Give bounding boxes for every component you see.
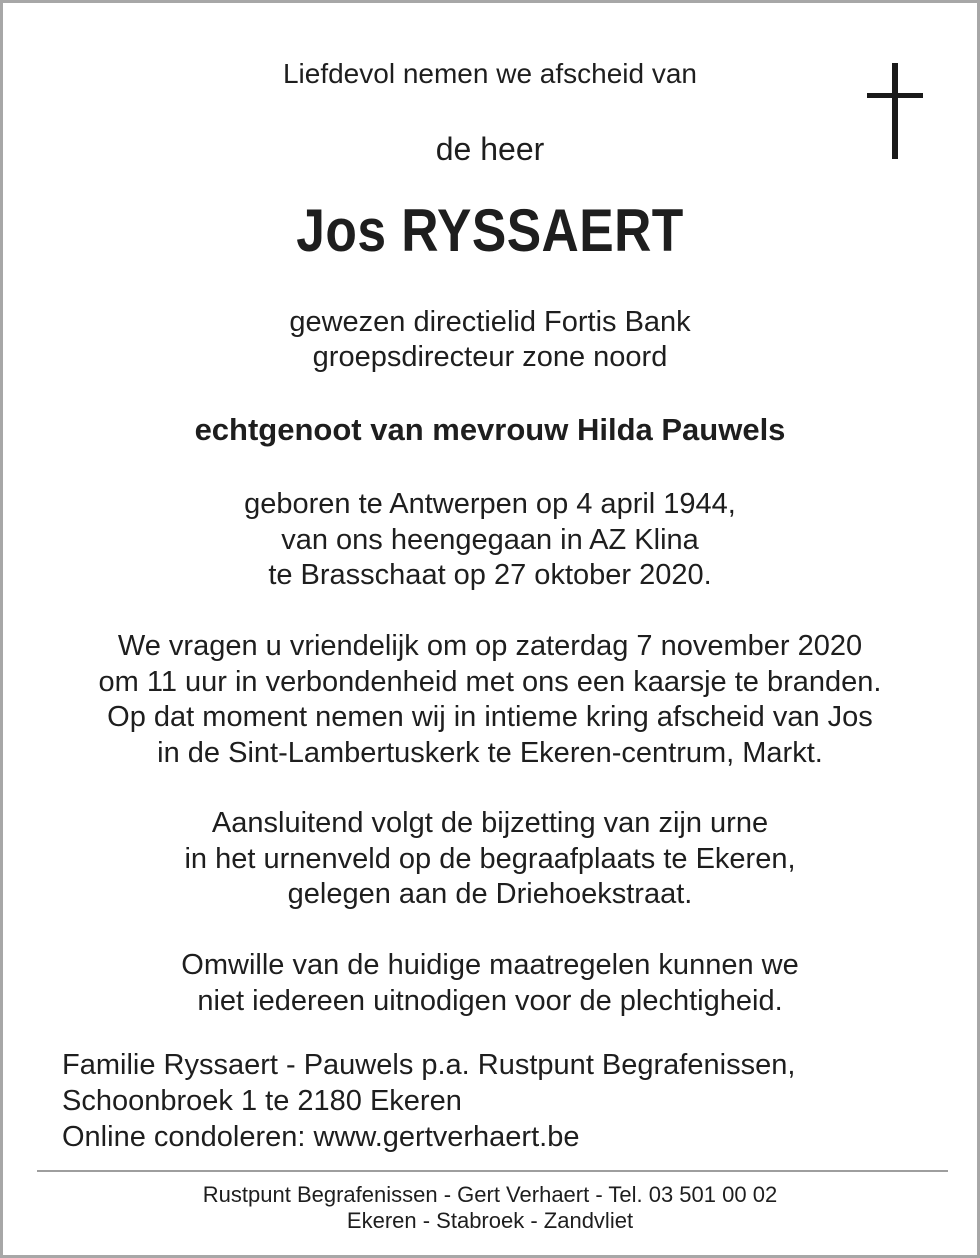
footer-line: Ekeren - Stabroek - Zandvliet	[346, 1208, 634, 1233]
deceased-name: Jos RYSSAERT	[296, 197, 684, 264]
paragraph-line: gelegen aan de Driehoekstraat.	[287, 878, 693, 910]
paragraph-line: niet iedereen uitnodigen voor de plechtigheid.	[197, 984, 783, 1017]
paragraph-line: van ons heengegaan in AZ Klina	[281, 523, 699, 556]
paragraph-line: We vragen u vriendelijk om op zaterdag 7 november 2020	[117, 630, 863, 662]
paragraph-line: Op dat moment nemen wij in intieme kring afscheid van Jos	[107, 701, 873, 733]
family-contact	[62, 1047, 795, 1155]
paragraph-line: in het urnenveld op de begraafplaats te Ekeren,	[184, 842, 796, 875]
role-line: groepsdirecteur zone noord	[312, 341, 668, 373]
paragraph-line: om 11 uur in verbondenheid met ons een kaarsje te branden.	[98, 665, 882, 698]
paragraph-line: geboren te Antwerpen op 4 april 1944,	[244, 488, 736, 520]
family-line: Familie Ryssaert - Pauwels p.a. Rustpunt Begrafenissen,	[62, 1049, 796, 1081]
spouse-line: echtgenoot van mevrouw Hilda Pauwels	[194, 412, 786, 447]
family-line: Schoonbroek 1 te 2180 Ekeren	[62, 1085, 462, 1117]
funeral-home-footer	[3, 1182, 977, 1234]
urn-paragraph	[3, 806, 977, 913]
condolence-link-line[interactable]: Online condoleren: www.gertverhaert.be	[62, 1121, 580, 1153]
intro-text: Liefdevol nemen we afscheid van	[282, 58, 698, 89]
birth-paragraph	[3, 487, 977, 594]
paragraph-line: te Brasschaat op 27 oktober 2020.	[268, 559, 712, 591]
ceremony-paragraph	[3, 629, 977, 771]
role-line: gewezen directielid Fortis Bank	[289, 306, 691, 338]
roles-block	[3, 305, 977, 375]
paragraph-line: Aansluitend volgt de bijzetting van zijn urne	[211, 807, 769, 839]
footer-line: Rustpunt Begrafenissen - Gert Verhaert - Tel. 03 501 00 02	[202, 1182, 778, 1207]
honorific: de heer	[435, 131, 545, 167]
paragraph-line: Omwille van de huidige maatregelen kunnen we	[181, 949, 799, 981]
paragraph-line: in de Sint-Lambertuskerk te Ekeren-centrum, Markt.	[157, 736, 823, 769]
divider	[37, 1170, 948, 1172]
measures-paragraph	[3, 948, 977, 1019]
